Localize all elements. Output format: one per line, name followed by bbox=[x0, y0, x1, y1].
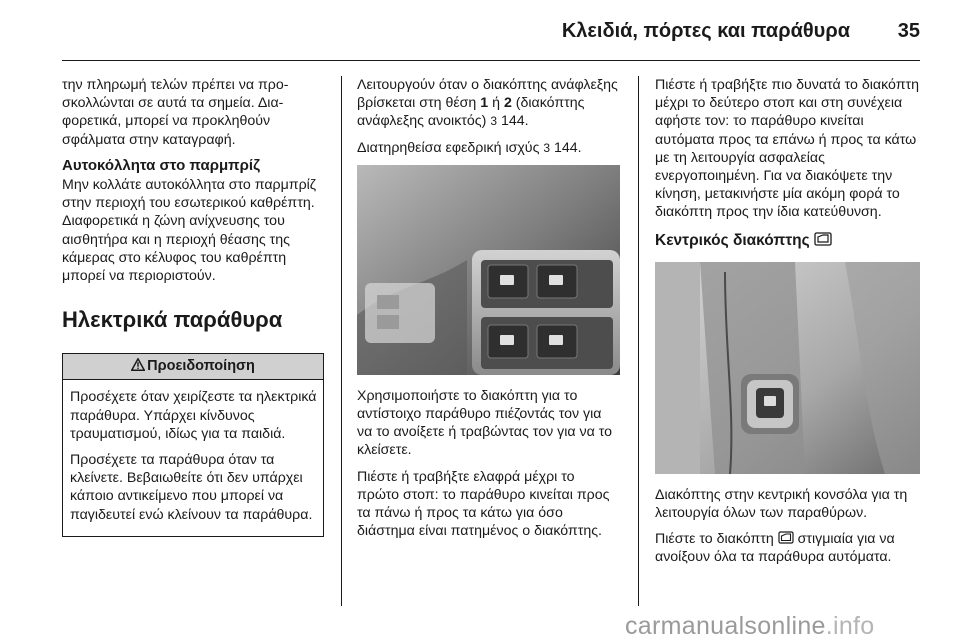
column-1 bbox=[62, 76, 324, 537]
watermark: carmanualsonline.info bbox=[625, 612, 875, 640]
stickers-heading: Αυτοκόλλητα στο παρμπρίζ bbox=[62, 156, 260, 174]
retained-power-paragraph: Διατηρηθείσα εφεδρική ισχύς 3 144. bbox=[357, 139, 582, 156]
door-window-switch-panel-image bbox=[357, 165, 620, 375]
page-number: 35 bbox=[897, 20, 920, 42]
warning-triangle-icon bbox=[131, 358, 145, 371]
column-divider-2 bbox=[638, 76, 639, 606]
warning-title-bar bbox=[63, 354, 323, 380]
column-3 bbox=[655, 76, 923, 575]
ignition-paragraph: Λειτουργούν όταν ο διακόπτης ανάφλεξης βρίσκεται στη θέση 1 ή 2 (διακόπτης ανάφλεξης ανοικτός) 3 144. bbox=[357, 77, 618, 130]
window-switch-usage-paragraph: Χρησιμοποιήστε το διακόπτη για το αντίστοιχο παράθυρο πιέζοντάς τον για να το ανοίξετε ή τραβώντας τον για να το κλείσετε. bbox=[357, 387, 613, 459]
window-switch-icon bbox=[778, 531, 794, 544]
first-stop-paragraph: Πιέστε ή τραβήξτε ελαφρά μέχρι το πρώτο στοπ: το παράθυρο κινείται προς τα πάνω ή προς τα κάτω για όσο διάστημα είναι πατημένος ο διακόπτης. bbox=[357, 468, 610, 540]
warning-box bbox=[62, 353, 324, 537]
central-switch-description: Διακόπτης στην κεντρική κονσόλα για τη λειτουργία όλων των παραθύρων. bbox=[655, 486, 908, 522]
chapter-title: Κλειδιά, πόρτες και παράθυρα bbox=[561, 20, 850, 42]
intro-paragraph: την πληρωμή τελών πρέπει να προσκολλώνται σε αυτά τα σημεία. Διαφορετικά, μπορεί να προκληθούν σφάλματα στην καταγραφή. bbox=[62, 77, 289, 148]
page-reference-icon: 3 bbox=[490, 114, 497, 129]
window-switch-icon bbox=[814, 232, 832, 246]
section-heading-power-windows: Ηλεκτρικά παράθυρα bbox=[62, 307, 283, 333]
page-header bbox=[0, 0, 960, 60]
second-stop-paragraph: Πιέστε ή τραβήξτε πιο δυνατά το διακόπτη μέχρι το δεύτερο στοπ και στη συνέχεια αφήστε τον: το παράθυρο κινείται αυτόματα προς τα επάνω ή προς τα κάτω με τη λειτουργία ασφαλείας ενεργοποιημένη. Για να διακόψετε την κίνηση, μετακινήστε μία ακόμη φορά το διακόπτη προς την ίδια κατεύθυνση. bbox=[655, 77, 919, 221]
column-2 bbox=[357, 76, 620, 548]
central-switch-heading: Κεντρικός διακόπτης bbox=[655, 232, 923, 250]
stickers-paragraph: Μην κολλάτε αυτοκόλλητα στο παρμπρίζ στην περιοχή του εσωτερικού καθρέπτη. Διαφορετικά η ζώνη ανίχνευσης του αισθητήρα και η περιοχή θέασης της κάμερας στο κέλυφος του καθρέπτη μπορεί να περιοριστούν. bbox=[62, 177, 317, 285]
warning-paragraph-1: Προσέχετε όταν χειρίζεστε τα ηλεκτρικά παράθυρα. Υπάρχει κίνδυνος τραυματισμού, ιδίως για τα παιδιά. bbox=[70, 389, 317, 442]
column-divider-1 bbox=[341, 76, 342, 606]
warning-body bbox=[63, 380, 323, 535]
header-divider bbox=[62, 60, 920, 61]
center-console-switch-image bbox=[655, 262, 920, 474]
page-reference-icon: 3 bbox=[543, 140, 551, 155]
warning-title: Προειδοποίηση bbox=[147, 358, 255, 375]
central-switch-usage: Πιέστε το διακόπτη στιγμιαία για να ανοίξουν όλα τα παράθυρα αυτόματα. bbox=[655, 531, 895, 566]
warning-paragraph-2: Προσέχετε τα παράθυρα όταν τα κλείνετε. Βεβαιωθείτε ότι δεν υπάρχει κάποιο αντικείμενο που μπορεί να παγιδευτεί ενώ κλείνουν τα παράθυρα. bbox=[70, 452, 313, 523]
